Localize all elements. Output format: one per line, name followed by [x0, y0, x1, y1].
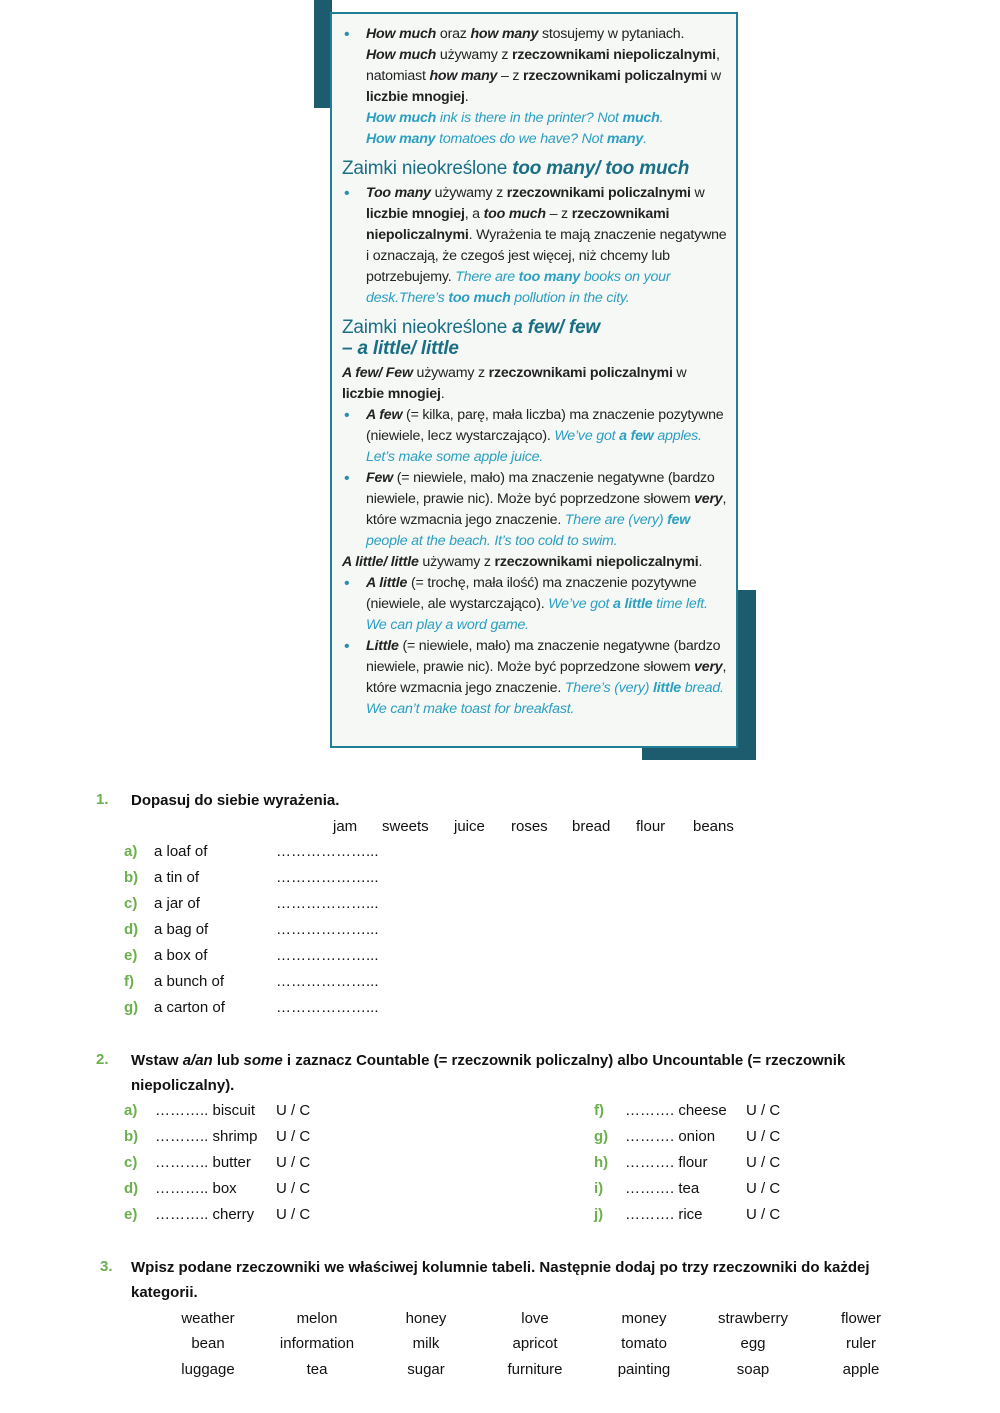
- item-phrase: a jar of: [154, 895, 200, 912]
- noun-word: furniture: [507, 1361, 563, 1378]
- bullet-few: • Few (= niewiele, mało) ma znaczenie negatywne (bardzo niewiele, prawie nic). Może być poprzedzone słowem very, które wzmacnia jego znaczenie. There are (very) few people at the beach. It’s too cold to swim.: [344, 470, 727, 549]
- countable-choice[interactable]: U / C: [276, 1154, 311, 1171]
- list-item: [124, 1125, 344, 1149]
- item-letter: c): [124, 895, 138, 912]
- item-word[interactable]: ………. cheese: [625, 1102, 727, 1119]
- word-bank-item: sweets: [382, 818, 429, 835]
- word-bank-item: jam: [333, 818, 358, 835]
- answer-blank[interactable]: ………………...: [276, 999, 379, 1016]
- word-bank-item: roses: [511, 818, 548, 835]
- noun-word: soap: [736, 1361, 770, 1378]
- countable-choice[interactable]: U / C: [276, 1128, 311, 1145]
- noun-word: apple: [842, 1361, 880, 1378]
- bullet-dot-icon: •: [344, 470, 350, 487]
- list-item: [124, 970, 384, 994]
- countable-choice[interactable]: U / C: [276, 1102, 311, 1119]
- item-phrase: a box of: [154, 947, 208, 964]
- item-word[interactable]: ………. tea: [625, 1180, 700, 1197]
- item-letter: e): [124, 1206, 138, 1223]
- list-item: [124, 840, 384, 864]
- exercise-number: 3.: [100, 1258, 113, 1275]
- exercise-number: 1.: [96, 791, 109, 808]
- answer-blank[interactable]: ………………...: [276, 947, 379, 964]
- bullet-how-much-many: [342, 24, 728, 150]
- countable-choice[interactable]: U / C: [276, 1180, 311, 1197]
- item-letter: h): [594, 1154, 609, 1171]
- accent-bar-bottom-right: [738, 590, 756, 760]
- item-letter: d): [124, 1180, 139, 1197]
- exercise-instruction: Wstaw a/an lub some i zaznacz Countable (= rzeczownik policzalny) albo Uncountable (= rzeczownik niepoliczalny).: [131, 1052, 846, 1094]
- item-letter: c): [124, 1154, 138, 1171]
- answer-blank[interactable]: ………………...: [276, 895, 379, 912]
- word-bank-item: beans: [693, 818, 734, 835]
- noun-word: luggage: [181, 1361, 235, 1378]
- item-letter: f): [594, 1102, 604, 1119]
- noun-word: flower: [840, 1310, 881, 1327]
- how-much-example: How much ink is there in the printer? Not much.: [366, 110, 664, 126]
- item-word[interactable]: ……….. cherry: [155, 1206, 255, 1223]
- item-letter: e): [124, 947, 138, 964]
- bullet-dot-icon: •: [344, 407, 350, 424]
- noun-word: tea: [306, 1361, 328, 1378]
- item-word[interactable]: ……….. biscuit: [155, 1102, 256, 1119]
- noun-word: tomato: [621, 1335, 667, 1352]
- list-item: [124, 996, 384, 1020]
- countable-choice[interactable]: U / C: [276, 1206, 311, 1223]
- answer-blank[interactable]: ………………...: [276, 843, 379, 860]
- exercise-instruction: Wpisz podane rzeczowniki we właściwej kolumnie tabeli. Następnie dodaj po trzy rzeczowniki do każdej kategorii.: [131, 1259, 870, 1301]
- grammar-box: [330, 12, 738, 748]
- list-item: [594, 1151, 814, 1175]
- item-phrase: a loaf of: [154, 843, 208, 860]
- answer-blank[interactable]: ………………...: [276, 973, 379, 990]
- item-letter: a): [124, 843, 138, 860]
- item-letter: j): [594, 1206, 604, 1223]
- item-letter: a): [124, 1102, 138, 1119]
- noun-word: weather: [181, 1310, 235, 1327]
- list-item: [594, 1125, 814, 1149]
- item-letter: g): [124, 999, 139, 1016]
- noun-word: egg: [740, 1335, 766, 1352]
- noun-word: painting: [617, 1361, 671, 1378]
- grammar-box-frame: [314, 0, 756, 760]
- countable-choice[interactable]: U / C: [746, 1102, 781, 1119]
- list-item: [594, 1203, 814, 1227]
- noun-word: melon: [296, 1310, 338, 1327]
- list-item: [124, 892, 384, 916]
- list-item: [124, 1203, 344, 1227]
- countable-choice[interactable]: U / C: [746, 1180, 781, 1197]
- bullet-a-little: • A little (= trochę, mała ilość) ma znaczenie pozytywne (niewiele, ale wystarczająco). We’ve got a little time left. We can play a word game.: [344, 575, 708, 633]
- how-many-example: How many tomatoes do we have? Not many.: [366, 131, 647, 147]
- word-bank-item: bread: [572, 818, 611, 835]
- countable-choice[interactable]: U / C: [746, 1206, 781, 1223]
- bullet-a-few: • A few (= kilka, parę, mała liczba) ma znaczenie pozytywne (niewiele, lecz wystarczająco). We’ve got a few apples. Let’s make some apple juice.: [344, 407, 724, 465]
- bullet-dot-icon: •: [344, 638, 350, 655]
- countable-choice[interactable]: U / C: [746, 1128, 781, 1145]
- noun-word: apricot: [512, 1335, 558, 1352]
- word-bank-item: juice: [454, 818, 485, 835]
- noun-word: honey: [405, 1310, 447, 1327]
- countable-choice[interactable]: U / C: [746, 1154, 781, 1171]
- list-item: [124, 1177, 344, 1201]
- noun-word: money: [621, 1310, 667, 1327]
- item-phrase: a carton of: [154, 999, 225, 1016]
- item-letter: f): [124, 973, 134, 990]
- item-phrase: a bunch of: [154, 973, 225, 990]
- bullet-dot-icon: •: [344, 185, 350, 202]
- item-phrase: a bag of: [154, 921, 209, 938]
- list-item: [594, 1177, 814, 1201]
- item-word[interactable]: ……….. shrimp: [155, 1128, 258, 1145]
- a-few-usage: A few/ Few używamy z rzeczownikami policzalnymi w liczbie mnogiej.: [342, 365, 687, 402]
- exercise-instruction: Dopasuj do siebie wyrażenia.: [131, 792, 340, 809]
- list-item: [124, 1151, 344, 1175]
- item-letter: d): [124, 921, 139, 938]
- item-phrase: a tin of: [154, 869, 200, 886]
- item-letter: i): [594, 1180, 604, 1197]
- list-item: [124, 1099, 344, 1123]
- item-word[interactable]: ……….. box: [155, 1180, 237, 1197]
- answer-blank[interactable]: ………………...: [276, 869, 379, 886]
- bullet-dot-icon: •: [344, 26, 350, 43]
- answer-blank[interactable]: ………………...: [276, 921, 379, 938]
- noun-word: bean: [191, 1335, 225, 1352]
- heading-a-few-a-little: Zaimki nieokreślone a few/ few – a little/ little: [342, 317, 600, 359]
- heading-too-many-too-much: Zaimki nieokreślone too many/ too much: [342, 158, 690, 179]
- noun-word: love: [521, 1310, 549, 1327]
- item-letter: b): [124, 1128, 139, 1145]
- noun-word: sugar: [407, 1361, 445, 1378]
- bullet-dot-icon: •: [344, 575, 350, 592]
- item-word[interactable]: ………. rice: [625, 1206, 703, 1223]
- noun-word: milk: [412, 1335, 440, 1352]
- item-word[interactable]: ……….. butter: [155, 1154, 251, 1171]
- word-bank-item: flour: [636, 818, 666, 835]
- list-item: [124, 944, 384, 968]
- noun-word: ruler: [845, 1335, 876, 1352]
- item-letter: b): [124, 869, 139, 886]
- exercise-number: 2.: [96, 1051, 109, 1068]
- list-item: [594, 1099, 814, 1123]
- how-much-many-rule: How much oraz how many stosujemy w pytaniach. How much używamy z rzeczownikami niepoliczalnymi, natomiast how many – z rzeczownikami policzalnymi w liczbie mnogiej.: [366, 26, 721, 105]
- list-item: [124, 918, 384, 942]
- list-item: [124, 866, 384, 890]
- noun-word: information: [279, 1335, 355, 1352]
- noun-word: strawberry: [717, 1310, 788, 1327]
- bullet-too-many-much: • Too many używamy z rzeczownikami policzalnymi w liczbie mnogiej, a too much – z rzeczownikami niepoliczalnymi. Wyrażenia te mają znaczenie negatywne i oznaczają, że czegoś jest więcej, niż chcemy lub potrzebujemy. There are too many books on your desk.There’s too much pollution in the city.: [344, 185, 727, 306]
- a-little-usage: A little/ little używamy z rzeczownikami niepoliczalnymi.: [342, 554, 703, 570]
- bullet-little: • Little (= niewiele, mało) ma znaczenie negatywne (bardzo niewiele, prawie nic). Może być poprzedzone słowem very, które wzmacnia jego znaczenie. There’s (very) little bread. We can’t make toast for breakfast.: [344, 638, 727, 717]
- item-word[interactable]: ………. onion: [625, 1128, 716, 1145]
- item-word[interactable]: ………. flour: [625, 1154, 708, 1171]
- item-letter: g): [594, 1128, 609, 1145]
